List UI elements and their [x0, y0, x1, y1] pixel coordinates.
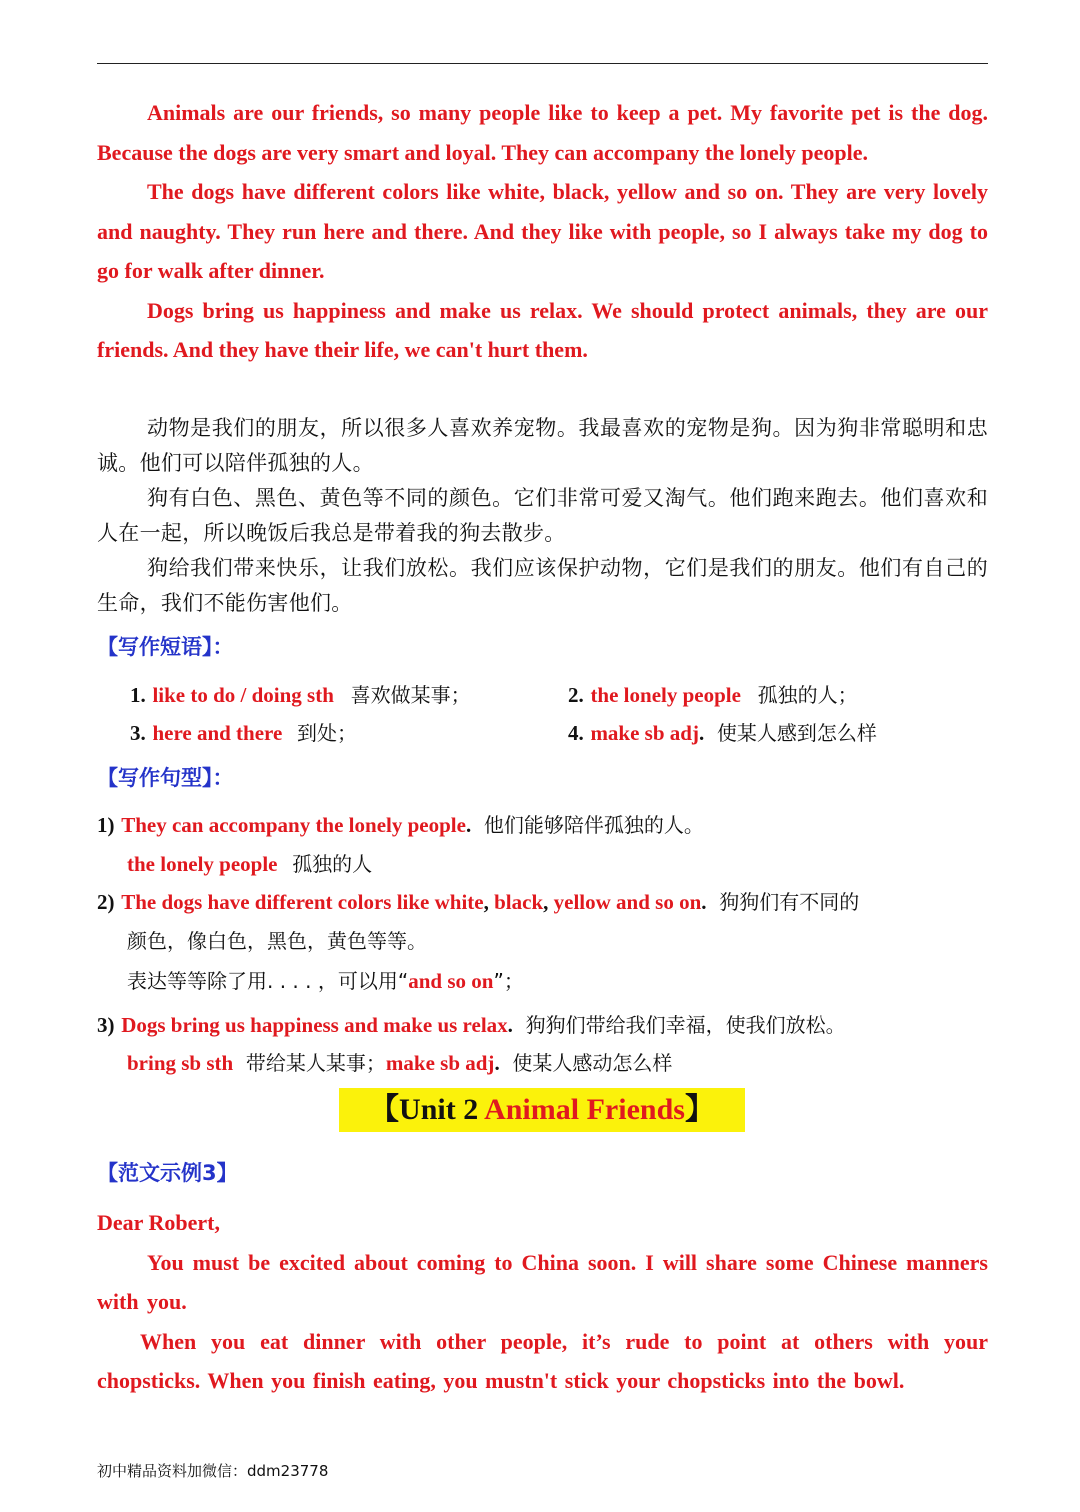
sentences-heading: 【写作句型】：: [97, 766, 234, 790]
phrase-english: make sb adj: [590, 721, 699, 745]
essay-en-paragraph-3: Dogs bring us happiness and make us relax. We should protect animals, they are our friends. And they have their life, we can't hurt them.: [97, 297, 988, 362]
phrase-english: here and there: [152, 721, 283, 745]
note-english: the lonely people: [127, 852, 278, 876]
phrase-number: 2.: [568, 683, 584, 707]
sample-heading: 【范文示例3】: [97, 1161, 238, 1185]
sentence-2-continued: [127, 926, 427, 956]
sentence-english: Dogs bring us happiness and make us relax: [121, 1013, 508, 1037]
letter-paragraph-1: You must be excited about coming to China soon. I will share some Chinese manners with you.: [97, 1249, 988, 1314]
phrase-number: 1.: [130, 683, 146, 707]
note-chinese-2: 使某人感动怎么样: [512, 1051, 673, 1075]
phrase-item-4: 4. make sb adj. 使某人感到怎么样: [568, 721, 877, 745]
sentence-english-b: black: [494, 890, 544, 914]
essay-en-paragraph-1: Animals are our friends, so many people like to keep a pet. My favorite pet is the dog. Because the dogs are very smart and loyal. They can accompany the lonely people.: [97, 100, 988, 165]
note-chinese-a: 表达等等除了用. . . . ，可以用“: [127, 969, 409, 993]
footer-note: 初中精品资料加微信：ddm23778: [97, 1462, 329, 1480]
sentence-english-a: The dogs have different colors like white: [121, 890, 484, 914]
phrase-item-1: [130, 680, 471, 710]
note-chinese-b: ”；: [493, 969, 524, 993]
unit-title: [339, 1088, 745, 1132]
note-english: and so on: [408, 969, 494, 993]
essay-en-paragraph-2: The dogs have different colors like white, black, yellow and so on. They are very lovely and naughty. They run here and there. And they like with people, so I always take my dog to go for walk after dinner.: [97, 179, 988, 283]
essay-zh-paragraph-3: 狗给我们带来快乐，让我们放松。我们应该保护动物，它们是我们的朋友。他们有自己的生命，我们不能伤害他们。: [97, 556, 988, 615]
sentence-number: 3): [97, 1013, 115, 1037]
header-rule: [97, 63, 988, 64]
note-chinese-1: 带给某人某事；: [245, 1051, 386, 1075]
sentence-chinese: 狗狗们有不同的: [719, 890, 860, 914]
phrase-item-2: [568, 680, 858, 710]
phrase-chinese: 孤独的人；: [757, 683, 858, 707]
unit-title-close: 】: [684, 1093, 715, 1126]
sentence-chinese-continued: 颜色，像白色，黑色，黄色等等。: [127, 929, 427, 953]
phrase-number: 3.: [130, 721, 146, 745]
note-english-2: make sb adj: [385, 1051, 495, 1075]
sentence-number: 1): [97, 813, 115, 837]
sentence-english-c: yellow and so on: [553, 890, 702, 914]
sentence-chinese: 他们能够陪伴孤独的人。: [483, 813, 704, 837]
letter-greeting: Dear Robert,: [97, 1210, 220, 1235]
sentence-english: They can accompany the lonely people: [121, 813, 466, 837]
phrase-chinese: 使某人感到怎么样: [716, 721, 877, 745]
essay-zh-paragraph-2: 狗有白色、黑色、黄色等不同的颜色。它们非常可爱又淘气。他们跑来跑去。他们喜欢和人在一起，所以晚饭后我总是带着我的狗去散步。: [97, 486, 988, 545]
phrase-english: like to do / doing sth: [152, 683, 334, 707]
note-chinese: 孤独的人: [292, 852, 373, 876]
essay-english: [97, 93, 988, 370]
sample-letter: [97, 1203, 988, 1401]
phrase-number: 4.: [568, 721, 584, 745]
sentence-3: 3) Dogs bring us happiness and make us relax. 狗狗们带给我们幸福，使我们放松。: [97, 1013, 846, 1037]
letter-paragraph-2: When you eat dinner with other people, it’s rude to point at others with your chopsticks. When you finish eating, you mustn't stick your chopsticks into the bowl.: [97, 1328, 988, 1393]
unit-title-open: 【Unit 2: [369, 1093, 485, 1126]
phrases-heading: 【写作短语】：: [97, 635, 234, 659]
sentence-2-note: [127, 966, 524, 996]
essay-zh-paragraph-1: 动物是我们的朋友，所以很多人喜欢养宠物。我最喜欢的宠物是狗。因为狗非常聪明和忠诚。他们可以陪伴孤独的人。: [97, 416, 988, 475]
sentence-3-note: bring sb sth 带给某人某事；make sb adj. 使某人感动怎么样: [127, 1051, 673, 1075]
note-english-1: bring sb sth: [127, 1051, 234, 1075]
unit-title-highlight: Animal Friends: [484, 1093, 685, 1126]
sentence-1-note: [127, 849, 372, 879]
phrase-english: the lonely people: [590, 683, 741, 707]
phrase-chinese: 到处；: [297, 721, 358, 745]
sentence-number: 2): [97, 890, 115, 914]
phrase-chinese: 喜欢做某事；: [350, 683, 471, 707]
phrase-item-3: [130, 718, 357, 748]
essay-chinese: [97, 411, 988, 621]
sentence-2: 2) The dogs have different colors like white, black, yellow and so on. 狗狗们有不同的: [97, 890, 860, 914]
sentence-chinese: 狗狗们带给我们幸福，使我们放松。: [525, 1013, 846, 1037]
sentence-1: 1) They can accompany the lonely people. 他们能够陪伴孤独的人。: [97, 813, 704, 837]
